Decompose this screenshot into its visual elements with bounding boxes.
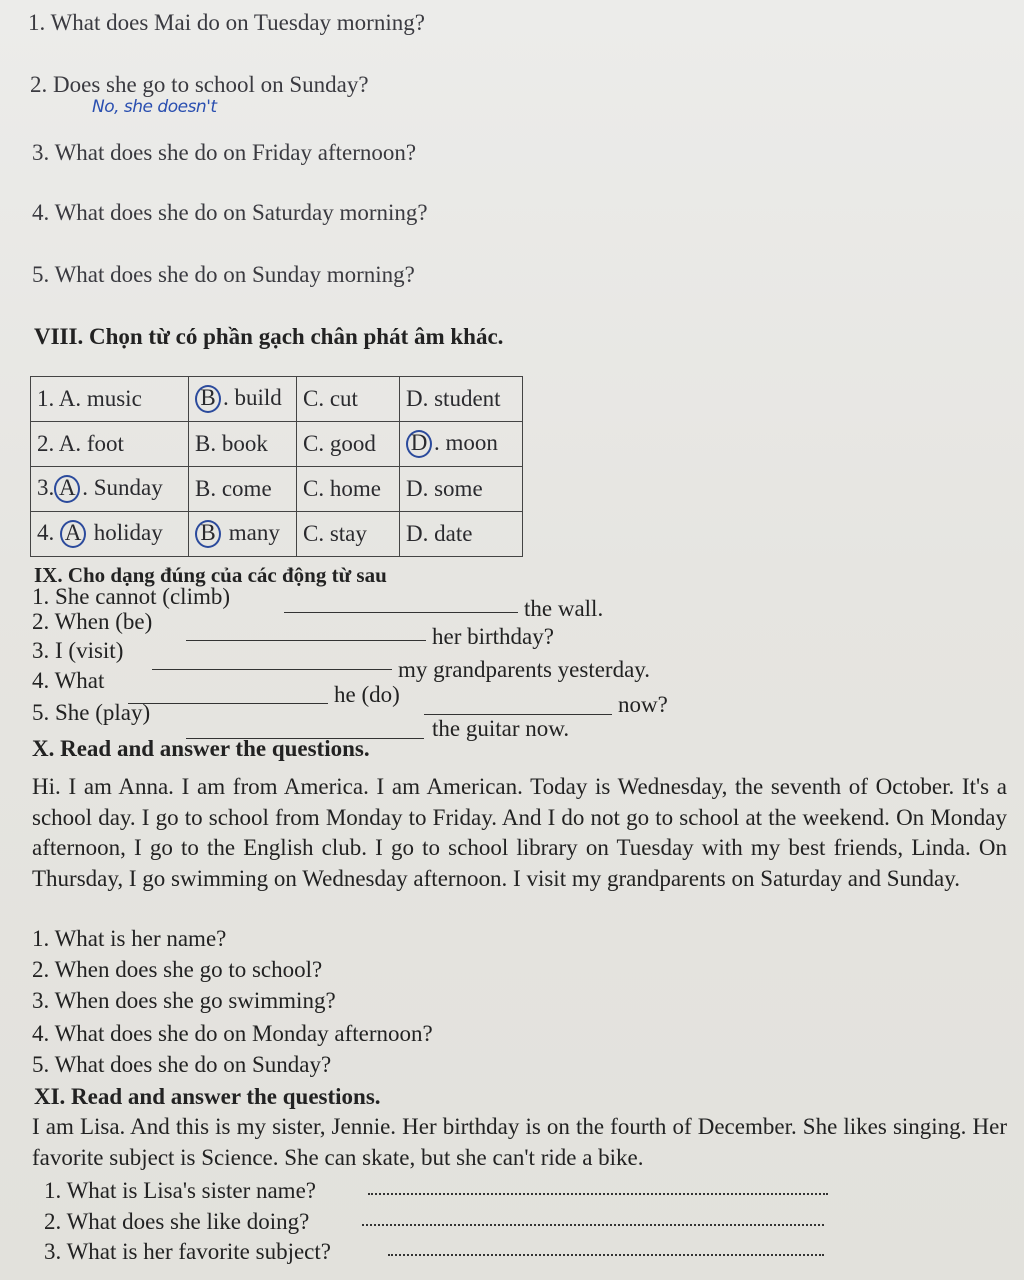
question-vii-3: 3. What does she do on Friday afternoon? — [32, 140, 417, 165]
ix-item-4-blank-1[interactable] — [128, 703, 328, 704]
question-x-3: 3. When does she go swimming? — [32, 988, 336, 1013]
question-x-2: 2. When does she go to school? — [32, 957, 323, 982]
question-x-1: 1. What is her name? — [32, 926, 227, 951]
circled-answer: D — [406, 430, 432, 458]
ix-item-1-blank[interactable] — [284, 612, 518, 613]
ix-item-4-rest: now? — [618, 692, 668, 717]
section-xi-passage: I am Lisa. And this is my sister, Jennie. Her birthday is on the fourth of December. She likes singing. Her favorite subject is Science. She can skate, but she can't ride a bike. — [32, 1114, 1007, 1170]
table-cell: B. book — [189, 422, 297, 467]
question-xi-1: 1. What is Lisa's sister name? — [44, 1178, 316, 1203]
table-cell: C. cut — [297, 377, 400, 422]
table-cell: D . moon — [400, 422, 523, 467]
ix-item-2-rest: her birthday? — [432, 624, 554, 649]
ix-item-3-rest: my grandparents yesterday. — [398, 657, 651, 682]
circled-answer: B — [195, 520, 221, 548]
table-cell: D. some — [400, 467, 523, 512]
ix-item-3-blank[interactable] — [152, 669, 392, 670]
table-cell: D. date — [400, 512, 523, 557]
table-cell: 3. A . Sunday — [31, 467, 189, 512]
question-vii-5: 5. What does she do on Sunday morning? — [32, 262, 415, 287]
section-x-passage: Hi. I am Anna. I am from America. I am American. Today is Wednesday, the seventh of October. It's a school day. I go to school from Monday to Friday. And I do not go to school at the weekend. On Monday afternoon, I go to the English club. I go to school library on Tuesday with my best friends, Linda. On Thursday, I go swimming on Wednesday afternoon. I visit my grandparents on Saturday and Sunday. — [32, 774, 1007, 891]
table-cell: B many — [189, 512, 297, 557]
question-x-5: 5. What does she do on Sunday? — [32, 1052, 332, 1077]
answer-line-xi-1[interactable] — [368, 1193, 828, 1195]
table-row — [31, 467, 523, 512]
section-viii-heading: VIII. Chọn từ có phần gạch chân phát âm khác. — [34, 324, 504, 349]
ix-item-4-blank-2[interactable] — [424, 714, 612, 715]
answer-line-xi-3[interactable] — [388, 1254, 824, 1256]
table-cell: D. student — [400, 377, 523, 422]
section-ix-heading: IX. Cho dạng đúng của các động từ sau — [34, 563, 387, 587]
table-cell: B . build — [189, 377, 297, 422]
pronunciation-table — [30, 376, 523, 557]
table-cell: C. good — [297, 422, 400, 467]
table-row — [31, 422, 523, 467]
table-cell: B. come — [189, 467, 297, 512]
ix-item-3-prompt: 3. I (visit) — [32, 638, 124, 663]
circled-answer: A — [54, 475, 80, 503]
section-x-heading: X. Read and answer the questions. — [32, 736, 370, 761]
answer-line-xi-2[interactable] — [362, 1224, 824, 1226]
table-row — [31, 512, 523, 557]
question-vii-2: 2. Does she go to school on Sunday? — [30, 72, 369, 97]
ix-item-2-prompt: 2. When (be) — [32, 609, 153, 634]
ix-item-4-prompt: 4. What — [32, 668, 105, 693]
question-xi-3: 3. What is her favorite subject? — [44, 1239, 331, 1264]
handwritten-answer: No, she doesn't — [92, 97, 217, 117]
table-row — [31, 377, 523, 422]
section-xi-heading: XI. Read and answer the questions. — [34, 1084, 381, 1109]
table-cell: 1. A. music — [31, 377, 189, 422]
ix-item-1-prompt: 1. She cannot (climb) — [32, 584, 231, 609]
circled-answer: B — [195, 385, 221, 413]
question-vii-4: 4. What does she do on Saturday morning? — [32, 200, 428, 225]
question-x-4: 4. What does she do on Monday afternoon? — [32, 1021, 433, 1046]
circled-answer: A — [60, 520, 86, 548]
ix-item-5-prompt: 5. She (play) — [32, 700, 151, 725]
table-cell: C. stay — [297, 512, 400, 557]
ix-item-2-blank[interactable] — [186, 640, 426, 641]
ix-item-4-mid: he (do) — [334, 682, 400, 707]
question-vii-1: 1. What does Mai do on Tuesday morning? — [28, 10, 425, 35]
ix-item-5-rest: the guitar now. — [432, 716, 570, 741]
table-cell: 4. A holiday — [31, 512, 189, 557]
table-cell: 2. A. foot — [31, 422, 189, 467]
table-cell: C. home — [297, 467, 400, 512]
question-xi-2: 2. What does she like doing? — [44, 1209, 310, 1234]
ix-item-1-rest: the wall. — [524, 596, 604, 621]
